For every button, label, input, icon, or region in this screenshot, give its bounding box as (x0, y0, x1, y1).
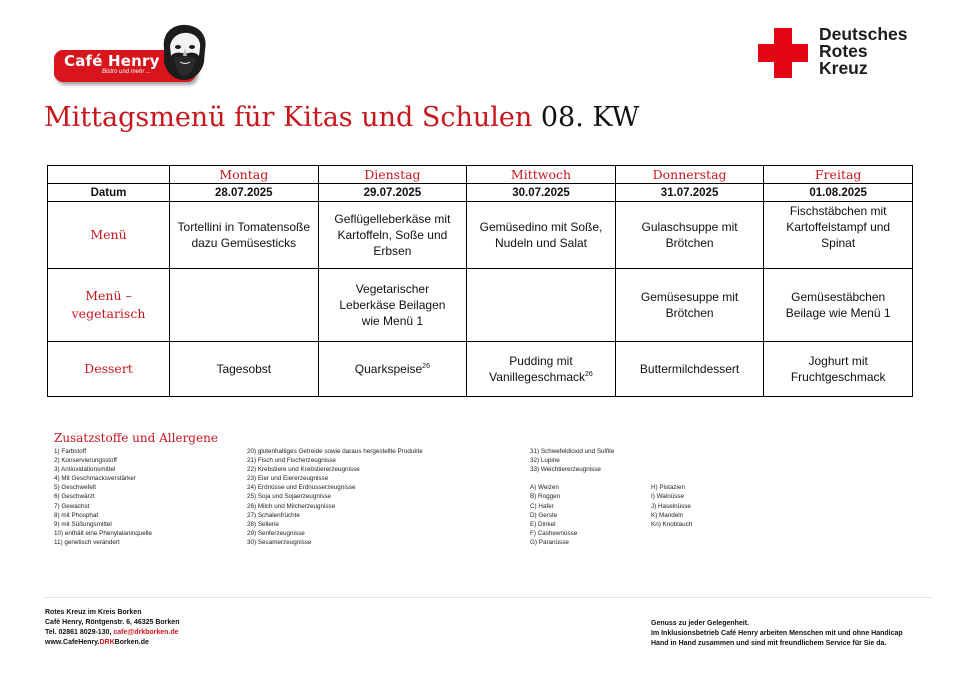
vegetarian-cell: Vegetarischer Leberkäse Beilagen wie Menü 1 (318, 269, 467, 342)
dessert-cell: Tagesobst (170, 342, 319, 397)
date-label: Datum (48, 184, 170, 202)
footer-slogan-block (651, 619, 903, 649)
footer-org: Rotes Kreuz im Kreis Borken (45, 609, 142, 616)
dessert-row (48, 342, 913, 397)
allergen-list-nuts: H) Pistazien I) Walnüsse J) Haselnüsse K) Mandeln Kn) Knoblauch (651, 484, 693, 528)
allergen-list-allergens: 20) glutenhaltiges Getreide sowie daraus hergestellte Produkte 21) Fisch und Fischerzeugnisse 22) Krebstiere und Krebstiererzeugnisse 23) Eier und Eiererzeugnisse 24) Erdnüsse und Erdnusserzeugnisse 25) Soja und Sojaerzeugnisse 26) Milch und Milcherzeugnisse 27) Schalenfrüchte 28) Sellerie 29) Senferzeugnisse 30) Sesamerzeugnisse (247, 448, 423, 546)
menu-label: Menü (48, 202, 170, 269)
vegetarian-cell (467, 269, 616, 342)
allergen-list-additives: 1) Farbstoff 2) Konservierungsstoff 3) Antioxidationsmittel 4) Mit Geschmacksverstärker 5) Geschwefelt 6) Geschwärzt 7) Gewachst 8) mit Phosphat 9) mit Süßungsmittel 10) enthält eine Phenylalaninquelle 11) genetisch verändert (54, 448, 153, 546)
footer-slogan: Genuss zu jeder Gelegenheit. (651, 620, 750, 627)
menu-table (47, 165, 913, 397)
footer-text-2: Hand in Hand zusammen und sind mit freundlichem Service für Sie da. (651, 640, 887, 647)
cafe-henry-logo (54, 22, 216, 82)
date-cell: 01.08.2025 (764, 184, 913, 202)
dessert-cell: Pudding mit Vanillegeschmack$^{26}$ (467, 342, 616, 397)
henry-portrait-icon (150, 22, 216, 82)
title-main: Mittagsmenü für Kitas und Schulen (44, 102, 533, 133)
menu-cell: Gemüsedino mit Soße, Nudeln und Salat (467, 202, 616, 269)
vegetarian-cell: Gemüsesuppe mit Brötchen (615, 269, 764, 342)
vegetarian-row (48, 269, 913, 342)
drk-line-3: Kreuz (819, 58, 868, 78)
drk-line-2: Rotes (819, 41, 868, 61)
menu-row (48, 202, 913, 269)
day-header: Montag (170, 166, 319, 184)
date-cell: 29.07.2025 (318, 184, 467, 202)
day-header: Donnerstag (615, 166, 764, 184)
dessert-label: Dessert (48, 342, 170, 397)
footer-text-1: Im Inklusionsbetrieb Café Henry arbeiten Menschen mit und ohne Handicap (651, 630, 903, 637)
day-header: Mittwoch (467, 166, 616, 184)
cafe-henry-tagline: Bistro und mehr ... (102, 69, 152, 75)
footer-phone-email: Tel. 02861 8029-130, cafe@drkborken.de (45, 629, 179, 636)
title-week: 08. KW (540, 102, 640, 133)
menu-cell: Gulaschsuppe mit Brötchen (615, 202, 764, 269)
page-title (44, 102, 639, 133)
red-cross-icon (758, 28, 808, 78)
allergens-title: Zusatzstoffe und Allergene (54, 431, 218, 445)
menu-cell: Fischstäbchen mit Kartoffelstampf und Spinat (764, 202, 913, 269)
allergen-list-grains: 31) Schwefeldioxid und Sulfite 32) Lupine 33) Weichtiererzeugnisse A) Weizen B) Roggen C) Hafer D) Gerste E) Dinkel F) Cashewnüsse G) Paranüsse (530, 448, 615, 546)
footer-divider (44, 597, 932, 598)
date-cell: 31.07.2025 (615, 184, 764, 202)
menu-cell: Tortellini in Tomatensoße dazu Gemüsesticks (170, 202, 319, 269)
date-row (48, 184, 913, 202)
dessert-cell: Buttermilchdessert (615, 342, 764, 397)
vegetarian-cell: Gemüsestäbchen Beilage wie Menü 1 (764, 269, 913, 342)
day-header-row (48, 166, 913, 184)
date-cell: 28.07.2025 (170, 184, 319, 202)
website-link[interactable]: www.CafeHenry.DRKBorken.de (45, 639, 149, 646)
email-link[interactable]: cafe@drkborken.de (113, 629, 179, 636)
vegetarian-cell (170, 269, 319, 342)
drk-line-1: Deutsches (819, 24, 908, 44)
vegetarian-label: Menü – vegetarisch (48, 269, 170, 342)
menu-cell: Geflügelleberkäse mit Kartoffeln, Soße und Erbsen (318, 202, 467, 269)
footer-address: Café Henry, Röntgenstr. 6, 46325 Borken (45, 619, 180, 626)
dessert-cell: Joghurt mit Fruchtgeschmack (764, 342, 913, 397)
footer-contact (45, 608, 179, 648)
corner-cell (48, 166, 170, 184)
drk-wordmark (819, 26, 908, 77)
dessert-cell: Quarkspeise$^{26}$ (318, 342, 467, 397)
day-header: Dienstag (318, 166, 467, 184)
cafe-henry-name: Café Henry (64, 52, 160, 70)
drk-logo (758, 26, 918, 80)
day-header: Freitag (764, 166, 913, 184)
date-cell: 30.07.2025 (467, 184, 616, 202)
